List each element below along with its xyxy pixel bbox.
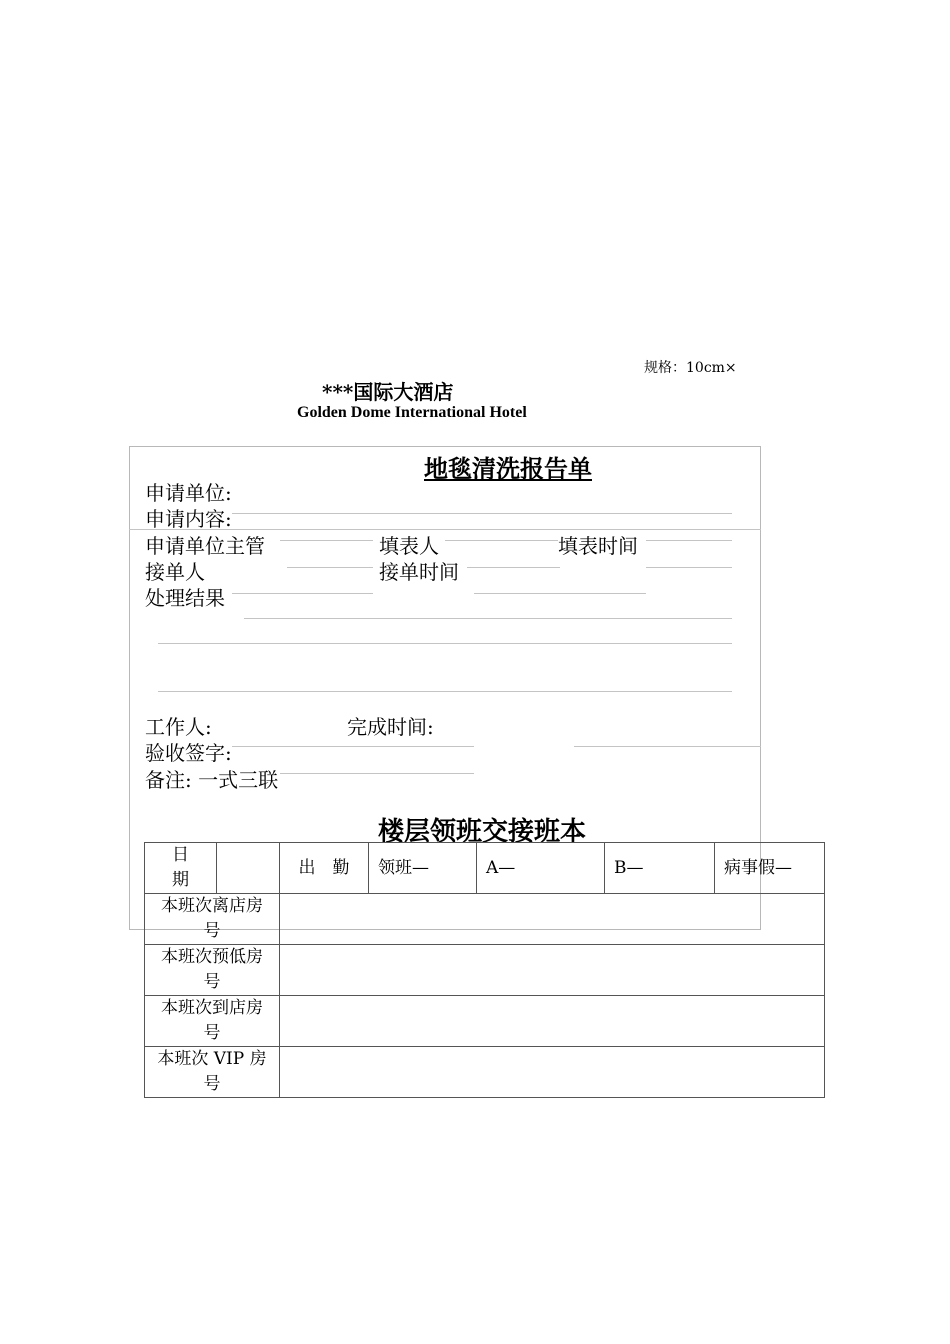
- table-row: [145, 1047, 825, 1098]
- acceptance-extra-line[interactable]: [574, 746, 761, 747]
- result-line-3[interactable]: [158, 643, 732, 644]
- acceptance-sign-label: 验收签字:: [145, 741, 232, 765]
- row-label-checkout: 本班次离店房号: [145, 894, 280, 945]
- row-value-arrival[interactable]: [280, 996, 825, 1047]
- result-label: 处理结果: [145, 586, 225, 610]
- receiver-label: 接单人: [145, 560, 205, 584]
- result-line-2[interactable]: [244, 618, 732, 619]
- date-value-cell[interactable]: [217, 843, 280, 894]
- apply-unit-label: 申请单位:: [145, 481, 232, 505]
- receive-extra-line[interactable]: [646, 567, 732, 568]
- spec-note: 规格：10cm×: [644, 360, 737, 376]
- receiver-line[interactable]: [287, 567, 373, 568]
- form-title: 地毯清洗报告单: [424, 454, 592, 483]
- table-row: [145, 945, 825, 996]
- handover-table: [144, 842, 825, 1098]
- row-value-expected[interactable]: [280, 945, 825, 996]
- unit-supervisor-label: 申请单位主管: [145, 534, 265, 558]
- row-label-vip: 本班次 VIP 房号: [145, 1047, 280, 1098]
- b-cell[interactable]: B—: [605, 843, 715, 894]
- hotel-name-cn: ***国际大酒店: [322, 380, 454, 404]
- attendance-header: 出 勤: [280, 843, 369, 894]
- remark-line[interactable]: [280, 773, 474, 774]
- result-line-1b[interactable]: [474, 593, 646, 594]
- row-value-vip[interactable]: [280, 1047, 825, 1098]
- apply-content-line[interactable]: [232, 513, 732, 514]
- receive-time-label: 接单时间: [379, 560, 459, 584]
- acceptance-sign-line[interactable]: [232, 746, 474, 747]
- a-cell[interactable]: A—: [477, 843, 605, 894]
- row-value-checkout[interactable]: [280, 894, 825, 945]
- worker-label: 工作人:: [145, 715, 212, 739]
- finish-time-label: 完成时间:: [347, 715, 434, 739]
- date-header: 日 期: [145, 843, 217, 894]
- unit-supervisor-line[interactable]: [280, 540, 373, 541]
- fill-time-line[interactable]: [646, 540, 732, 541]
- row-label-expected: 本班次预低房号: [145, 945, 280, 996]
- table-row: [145, 894, 825, 945]
- handover-title: 楼层领班交接班本: [378, 817, 587, 847]
- filler-label: 填表人: [379, 534, 439, 558]
- filler-line[interactable]: [445, 540, 558, 541]
- result-line-1a[interactable]: [232, 593, 373, 594]
- leader-cell[interactable]: 领班—: [369, 843, 477, 894]
- receive-time-line[interactable]: [467, 567, 560, 568]
- remark-label: 备注: 一式三联: [145, 768, 279, 792]
- leave-cell[interactable]: 病事假—: [715, 843, 825, 894]
- row-label-arrival: 本班次到店房号: [145, 996, 280, 1047]
- result-line-4[interactable]: [158, 691, 732, 692]
- fill-time-label: 填表时间: [558, 534, 638, 558]
- hotel-name-en: Golden Dome International Hotel: [297, 404, 527, 421]
- table-row: [145, 996, 825, 1047]
- apply-content-label: 申请内容:: [145, 507, 232, 531]
- table-header-row: [145, 843, 825, 894]
